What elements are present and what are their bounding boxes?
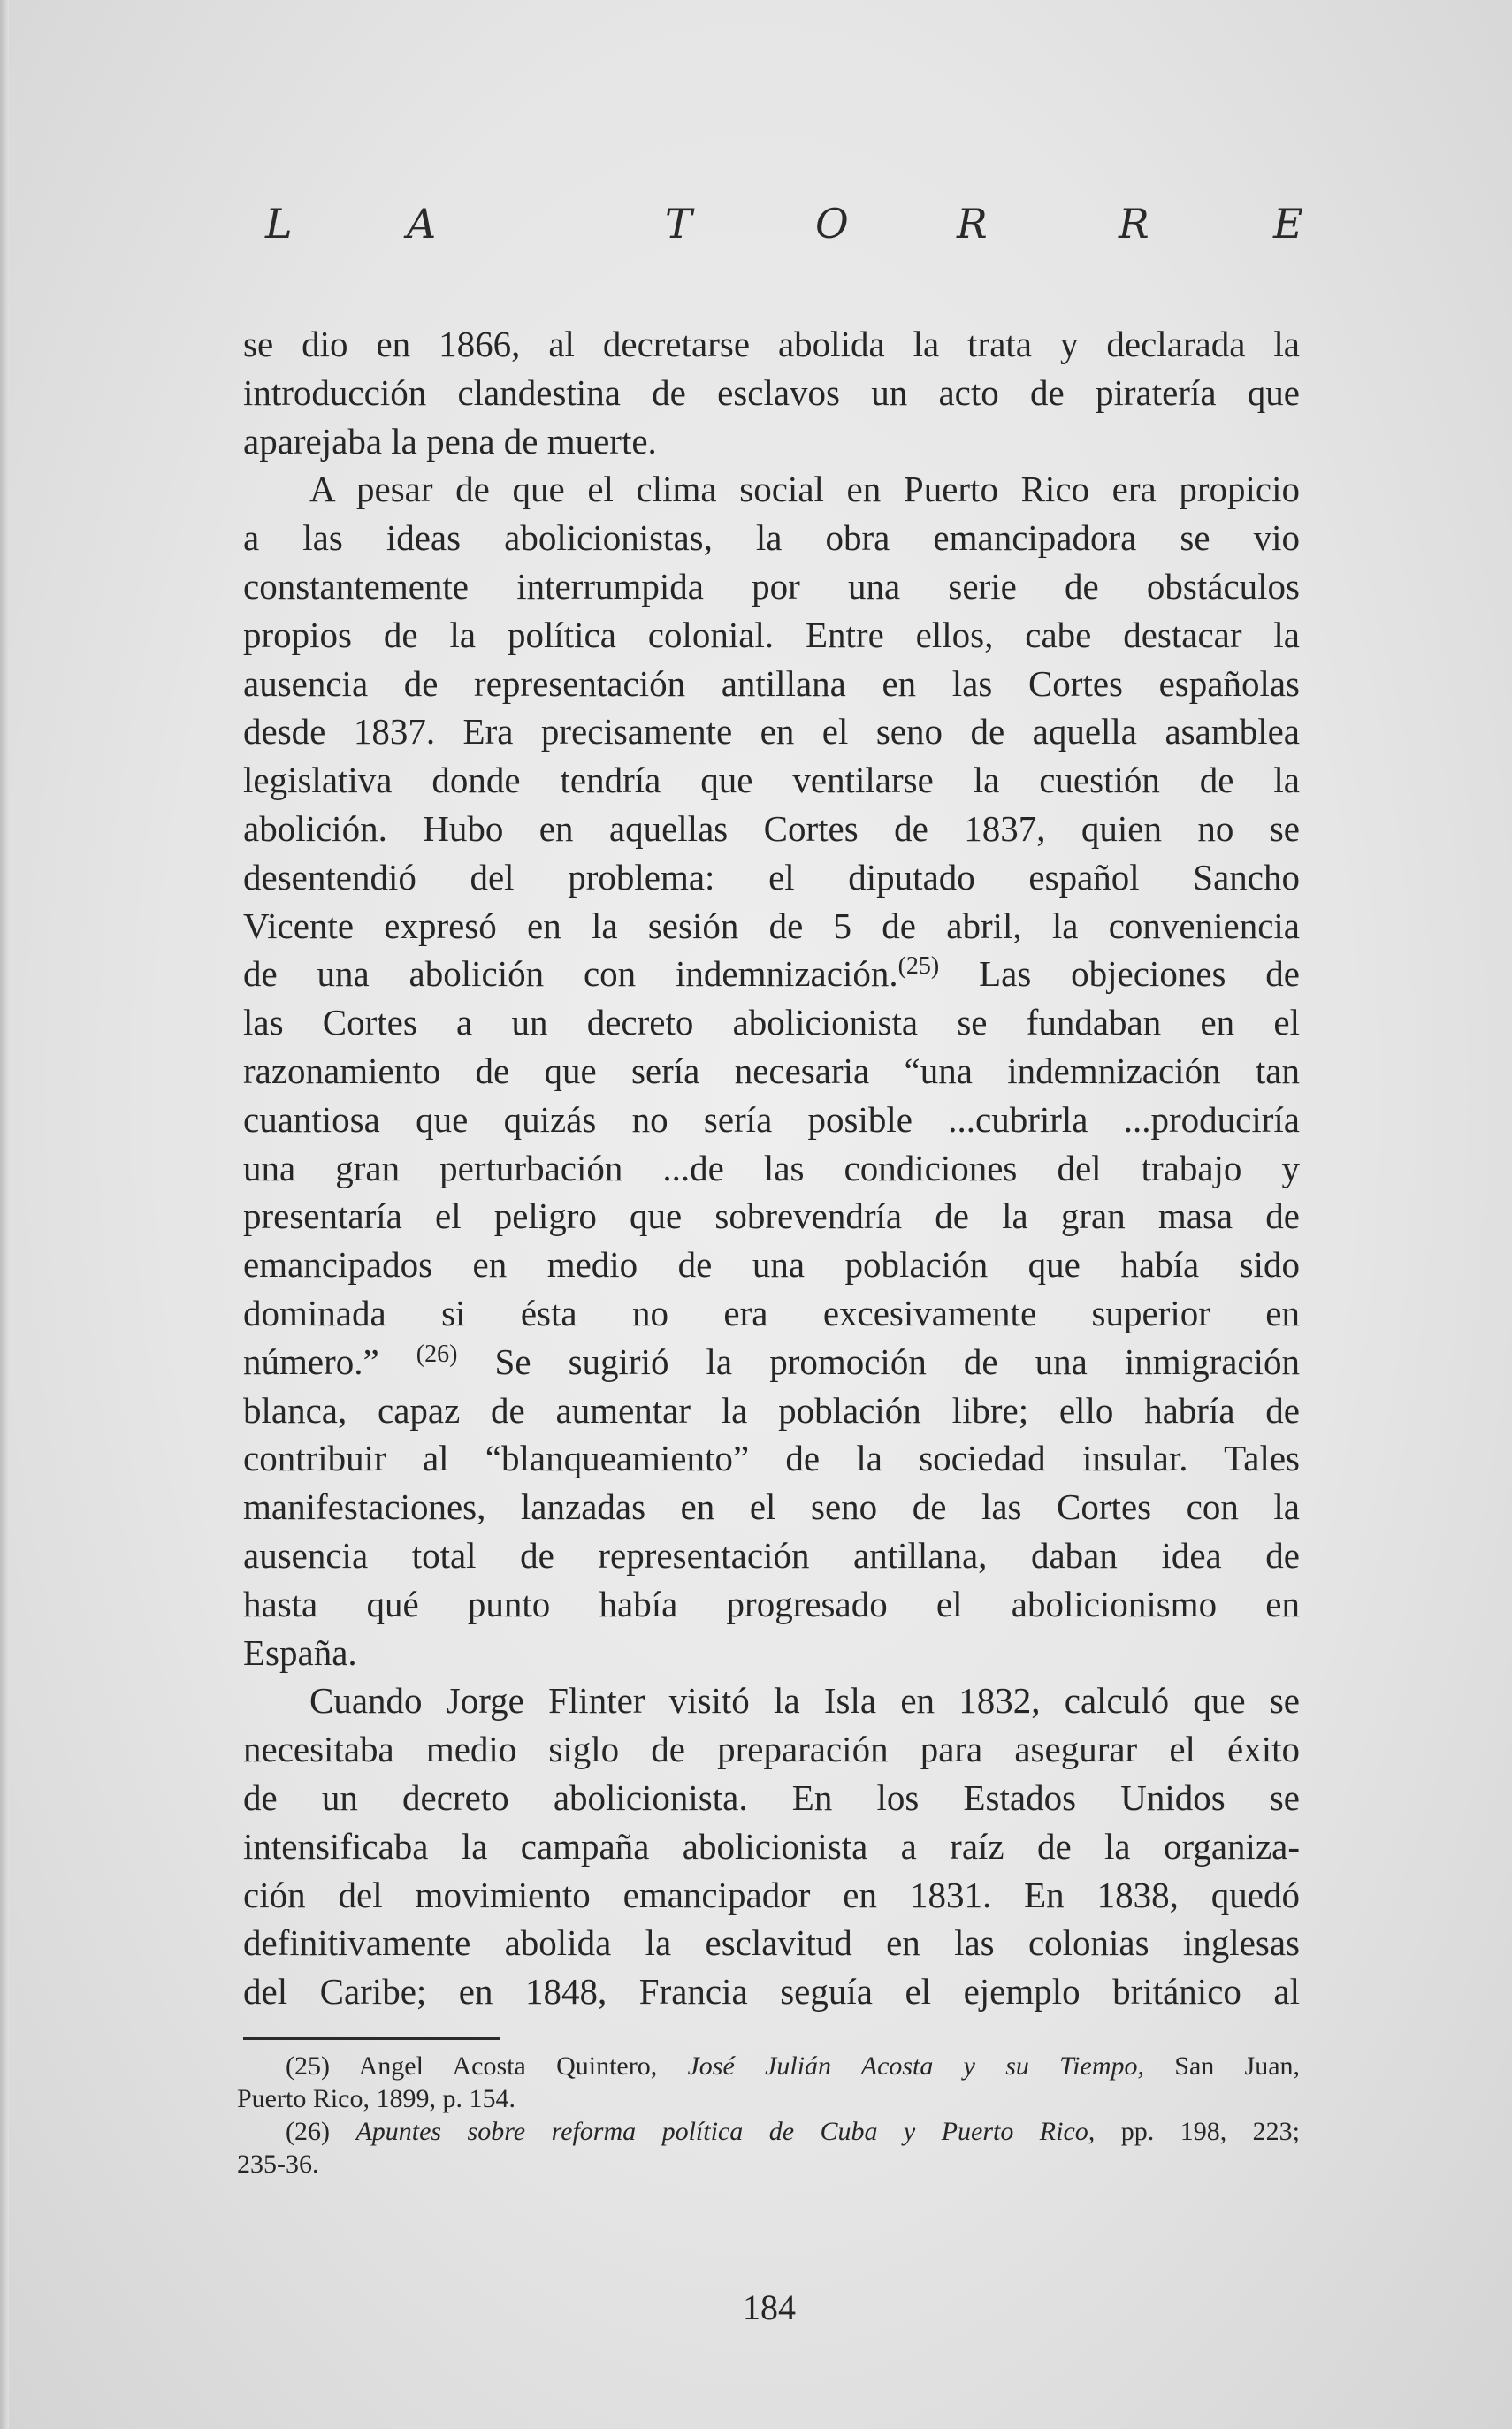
running-head-letter: L (265, 200, 293, 248)
text-segment: de una abolición con indemnización. (243, 953, 898, 995)
text-line: intensificaba la campaña abolicionista a raíz de la organiza- (243, 1825, 1300, 1867)
text-line: España. (243, 1631, 357, 1673)
text-line: razonamiento de que sería necesaria “una indemnización tan (243, 1050, 1300, 1091)
text-line: hasta qué punto había progresado el abolicionismo en (243, 1583, 1300, 1624)
page-edge-shadow (0, 0, 9, 2429)
text-line: A pesar de que el clima social en Puerto Rico era propicio (309, 469, 1300, 510)
footnote-number: (26) (286, 2117, 330, 2146)
footnote-author: Angel Acosta Quintero, (358, 2051, 658, 2081)
text-line: desentendió del problema: el diputado español Sancho (243, 856, 1300, 898)
footnote-ref-26: (26) (416, 1340, 458, 1368)
text-line: contribuir al “blanqueamiento” de la sociedad insular. Tales (243, 1438, 1300, 1479)
text-line: definitivamente abolida la esclavitud en las colonias inglesas (243, 1922, 1300, 1964)
text-line: ción del movimiento emancipador en 1831. En 1838, quedó (243, 1874, 1300, 1915)
page-number: 184 (743, 2288, 796, 2327)
text-line: blanca, capaz de aumentar la población libre; ello habría de (243, 1389, 1300, 1431)
running-head-letter: R (1119, 200, 1149, 248)
footnote-line: Puerto Rico, 1899, p. 154. (237, 2084, 515, 2113)
footnote-title: Apuntes sobre reforma política de Cuba y Puerto Rico, (355, 2117, 1096, 2146)
text-line: cuantiosa que quizás no sería posible ...cubrirla ...produciría (243, 1098, 1300, 1140)
text-line: Vicente expresó en la sesión de 5 de abril, la conveniencia (243, 905, 1300, 946)
footnote-rest: pp. 198, 223; (1120, 2117, 1301, 2146)
text-line: necesitaba medio siglo de preparación para asegurar el éxito (243, 1729, 1300, 1770)
text-segment: Se sugirió la promoción de una inmigración (494, 1341, 1301, 1382)
footnote-line (237, 2115, 1300, 2148)
text-line: se dio en 1866, al decretarse abolida la trata y declarada la (243, 324, 1300, 364)
text-line: abolición. Hubo en aquellas Cortes de 1837, quien no se (243, 807, 1300, 849)
text-line: desde 1837. Era precisamente en el seno de aquella asamblea (243, 711, 1300, 752)
text-line: dominada si ésta no era excesivamente superior en (243, 1292, 1300, 1333)
text-line: introducción clandestina de esclavos un acto de piratería que (243, 371, 1300, 413)
footnote-title: José Julián Acosta y su Tiempo, (687, 2051, 1144, 2081)
text-line: constantemente interrumpida por una serie de obstáculos (243, 565, 1300, 607)
text-line: a las ideas abolicionistas, la obra emancipadora se vio (243, 517, 1300, 559)
text-segment: número.” (243, 1341, 379, 1382)
text-line: de un decreto abolicionista. En los Estados Unidos se (243, 1776, 1300, 1818)
text-line: ausencia de representación antillana en las Cortes españolas (243, 662, 1300, 704)
footnote-line: 235-36. (237, 2150, 319, 2179)
paragraph-2 (243, 465, 1300, 1677)
paragraph-1 (243, 320, 1300, 465)
text-line-with-note (243, 1338, 1300, 1386)
text-line: emancipados en medio de una población que había sido (243, 1244, 1300, 1286)
footnotes (237, 2050, 1300, 2181)
text-line: una gran perturbación ...de las condiciones del trabajo y (243, 1147, 1300, 1188)
footnote-number: (25) (286, 2051, 330, 2081)
paragraph-3 (243, 1677, 1300, 2016)
running-head (265, 200, 1309, 262)
footnote-rule (243, 2037, 500, 2040)
text-line: del Caribe; en 1848, Francia seguía el ejemplo británico al (243, 1971, 1300, 2013)
running-head-letter: T (665, 200, 692, 248)
text-line: aparejaba la pena de muerte. (243, 420, 657, 462)
text-line-with-note (243, 950, 1300, 998)
text-line: Cuando Jorge Flinter visitó la Isla en 1832, calculó que se (309, 1680, 1300, 1722)
footnote-ref-25: (25) (897, 952, 940, 981)
text-line: legislativa donde tendría que ventilarse la cuestión de la (243, 760, 1300, 801)
body-text (243, 320, 1300, 2016)
running-head-letter: E (1273, 200, 1303, 248)
text-line: ausencia total de representación antillana, daban idea de (243, 1534, 1300, 1576)
footnote-rest: San Juan, (1174, 2051, 1301, 2081)
running-head-letter: O (815, 200, 849, 248)
text-line: propios de la política colonial. Entre ellos, cabe destacar la (243, 614, 1300, 655)
footnote-line (237, 2050, 1300, 2082)
text-segment: Las objeciones de (979, 953, 1301, 995)
text-line: manifestaciones, lanzadas en el seno de las Cortes con la (243, 1486, 1300, 1528)
running-head-letter: R (957, 200, 988, 248)
text-line: las Cortes a un decreto abolicionista se fundaban en el (243, 1002, 1300, 1043)
footnote-26 (237, 2115, 1300, 2181)
footnote-25 (237, 2050, 1300, 2115)
running-head-letter: A (407, 200, 437, 248)
text-line: presentaría el peligro que sobrevendría de la gran masa de (243, 1195, 1300, 1237)
